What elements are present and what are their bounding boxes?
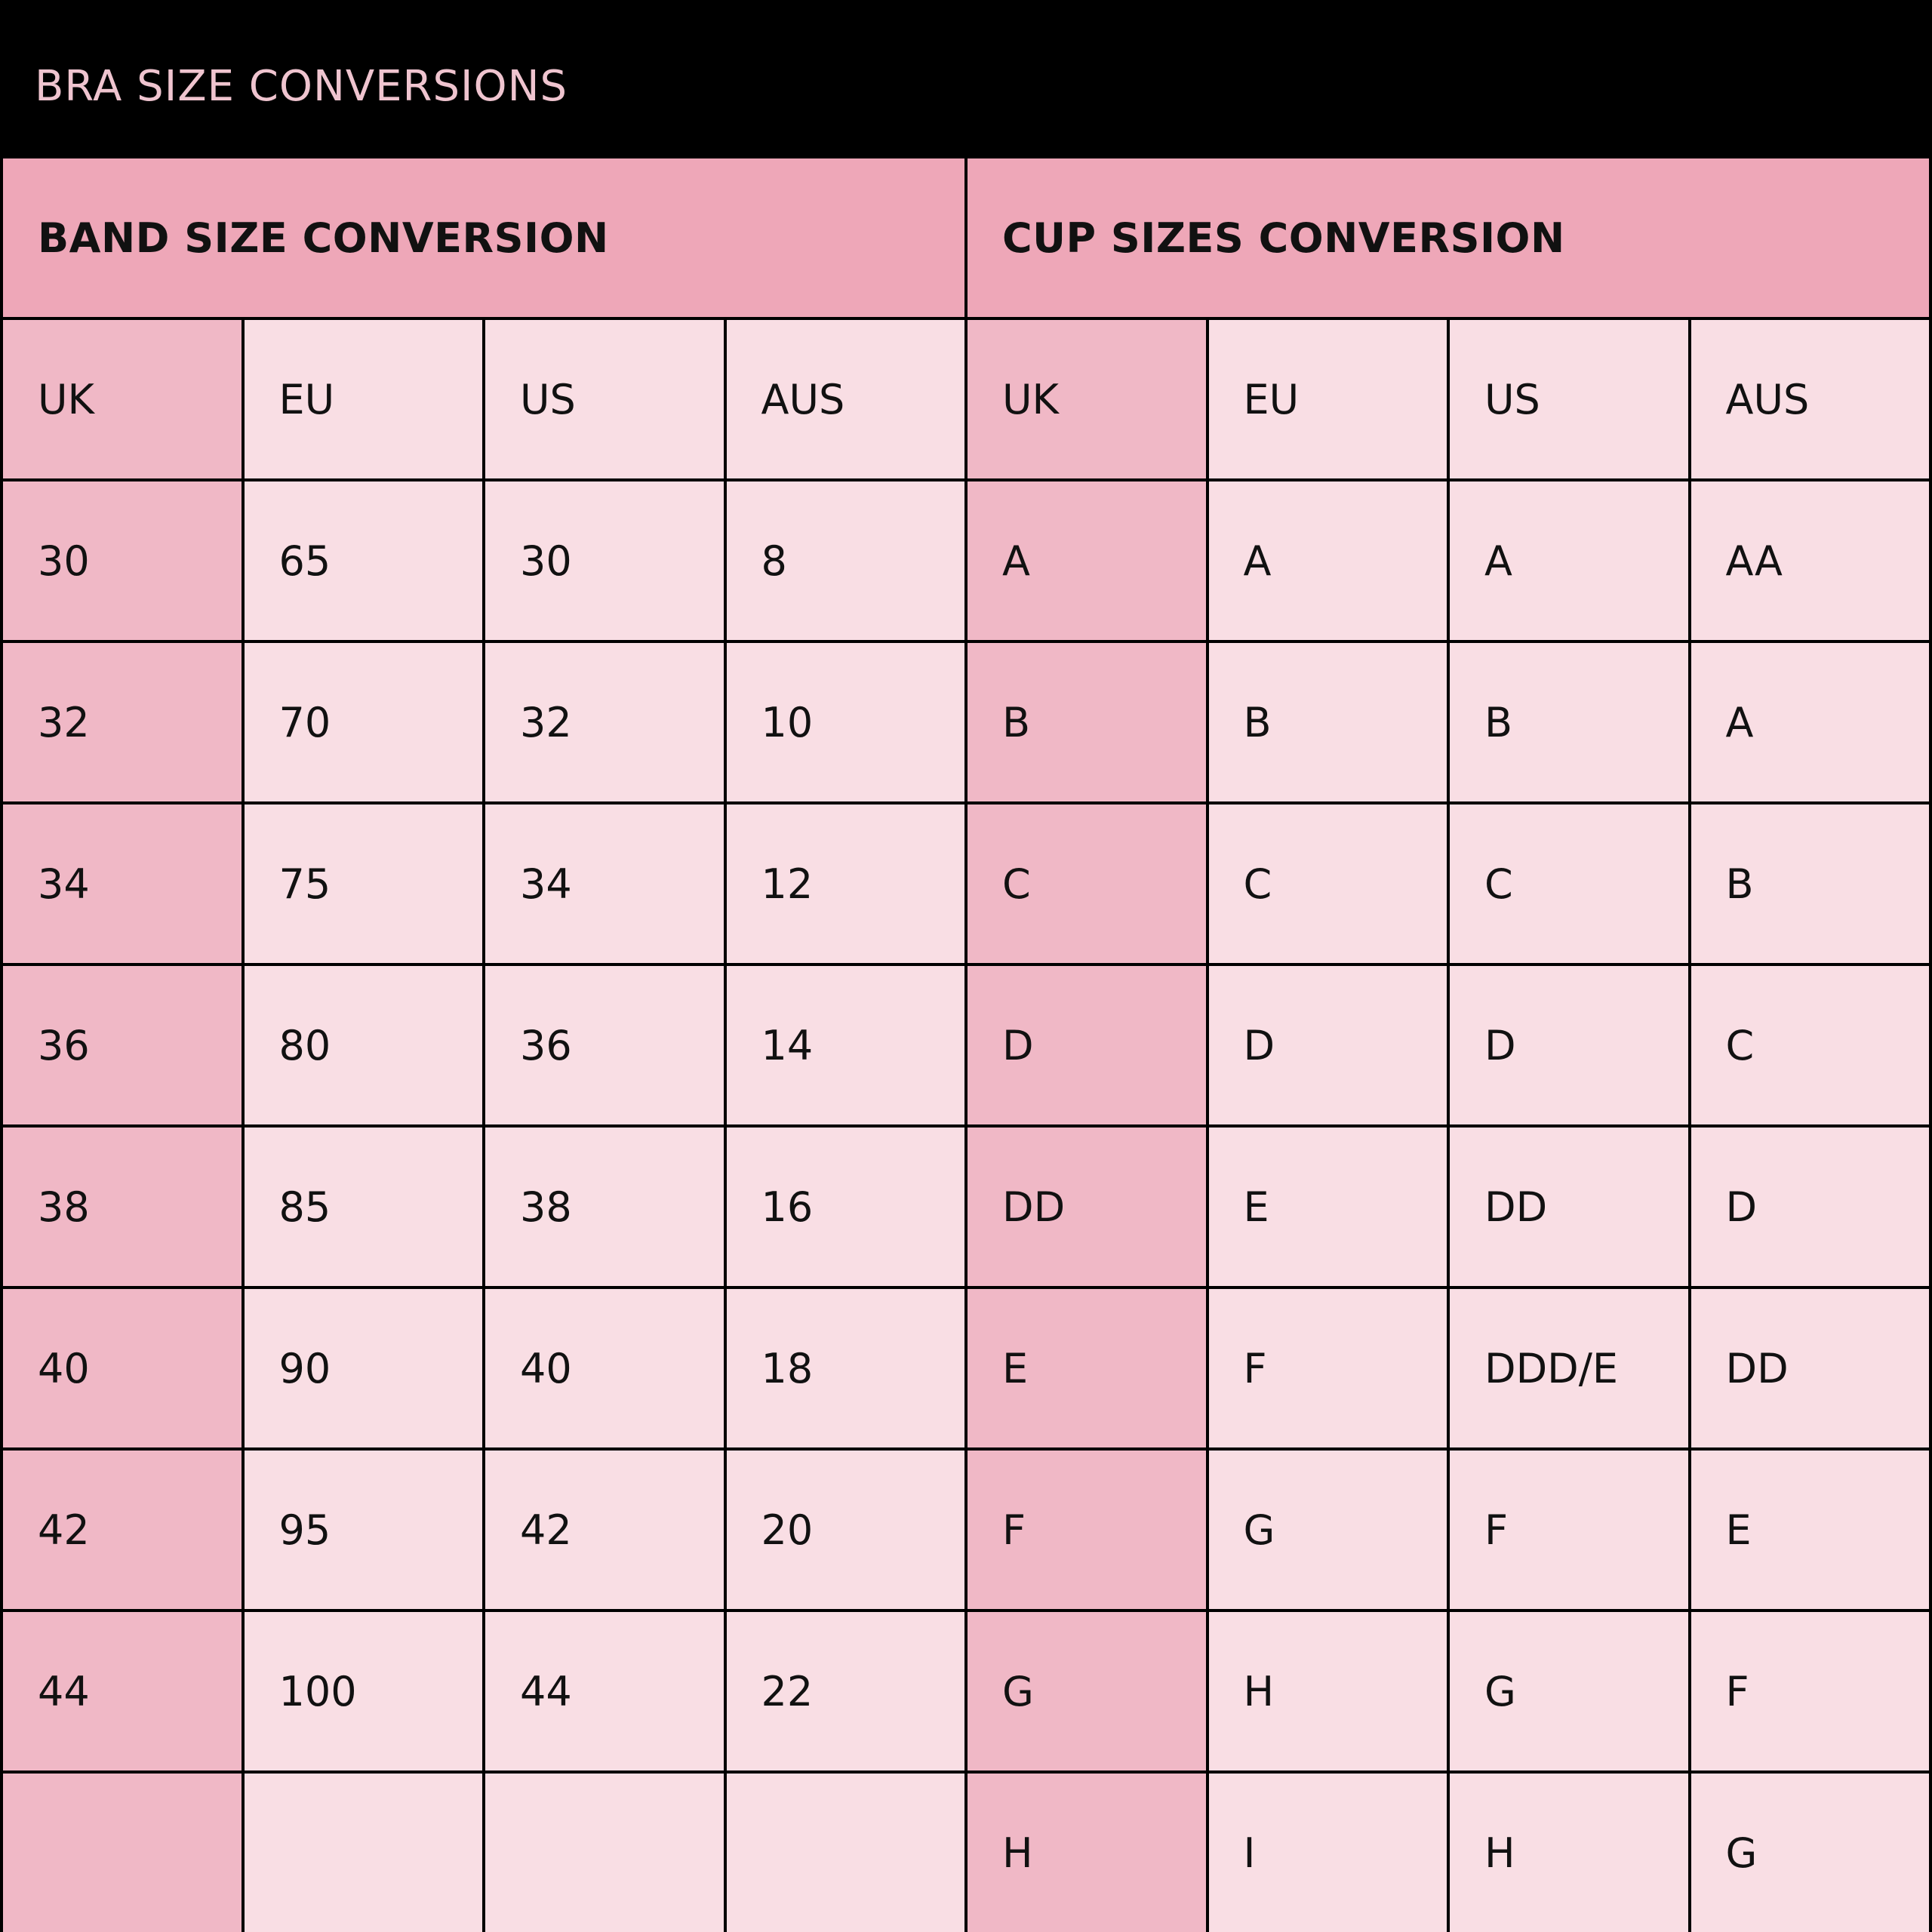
table-cell-r2-c0	[3, 804, 242, 963]
table-cell-r6-c0-text: 42	[38, 1506, 90, 1554]
table-cell-r1-c7	[1691, 643, 1930, 801]
table-cell-r0-c7	[1691, 481, 1930, 640]
table-cell-r0-c1	[245, 481, 483, 640]
table-cell-r0-c1-text: 65	[278, 537, 331, 585]
column-header-5	[1209, 320, 1447, 478]
table-cell-r4-c2	[485, 1128, 724, 1286]
table-cell-r6-c1	[245, 1451, 483, 1609]
table-cell-r3-c1-text: 80	[278, 1021, 331, 1069]
table-cell-r4-c7-text: D	[1725, 1183, 1758, 1231]
table-cell-r3-c5	[1209, 966, 1447, 1124]
table-cell-r0-c6-text: A	[1484, 537, 1512, 585]
table-cell-r0-c0	[3, 481, 242, 640]
table-cell-r5-c1-text: 90	[278, 1344, 331, 1392]
table-cell-r7-c3	[727, 1612, 965, 1770]
table-cell-r5-c5-text: F	[1243, 1344, 1267, 1392]
table-cell-r0-c2	[485, 481, 724, 640]
table-cell-r5-c3	[727, 1289, 965, 1447]
column-header-1-text: EU	[278, 375, 335, 423]
table-cell-r6-c4	[968, 1451, 1206, 1609]
column-header-0-text: UK	[38, 375, 94, 423]
table-cell-r2-c6	[1450, 804, 1688, 963]
table-cell-r1-c1	[245, 643, 483, 801]
table-cell-r4-c5	[1209, 1128, 1447, 1286]
table-cell-r1-c0-text: 32	[38, 698, 90, 746]
column-header-2-text: US	[520, 375, 576, 423]
table-cell-r8-c3	[727, 1774, 965, 1932]
column-header-3	[727, 320, 965, 478]
table-cell-r3-c4	[968, 966, 1206, 1124]
table-cell-r3-c2	[485, 966, 724, 1124]
table-cell-r0-c3-text: 8	[761, 537, 787, 585]
table-cell-r1-c5	[1209, 643, 1447, 801]
table-cell-r7-c5	[1209, 1612, 1447, 1770]
table-cell-r3-c4-text: D	[1002, 1021, 1034, 1069]
table-cell-r1-c4	[968, 643, 1206, 801]
table-cell-r6-c5-text: G	[1243, 1506, 1275, 1554]
conversion-table	[0, 155, 1932, 1932]
table-cell-r8-c6	[1450, 1774, 1688, 1932]
table-cell-r2-c7	[1691, 804, 1930, 963]
table-cell-r2-c1-text: 75	[278, 860, 331, 908]
table-cell-r3-c7	[1691, 966, 1930, 1124]
table-cell-r1-c1-text: 70	[278, 698, 331, 746]
table-cell-r2-c3	[727, 804, 965, 963]
table-cell-r0-c6	[1450, 481, 1688, 640]
group-header-0	[3, 158, 964, 317]
table-cell-r7-c0-text: 44	[38, 1667, 90, 1715]
column-header-4	[968, 320, 1206, 478]
table-cell-r1-c2-text: 32	[520, 698, 572, 746]
table-cell-r4-c5-text: E	[1243, 1183, 1269, 1231]
table-cell-r7-c0	[3, 1612, 242, 1770]
table-cell-r2-c4	[968, 804, 1206, 963]
table-cell-r5-c7-text: DD	[1725, 1344, 1789, 1392]
group-header-0-text: BAND SIZE CONVERSION	[38, 214, 609, 262]
table-cell-r2-c5	[1209, 804, 1447, 963]
table-cell-r6-c1-text: 95	[278, 1506, 331, 1554]
table-cell-r2-c1	[245, 804, 483, 963]
table-cell-r0-c4	[968, 481, 1206, 640]
table-cell-r8-c7	[1691, 1774, 1930, 1932]
table-cell-r3-c3	[727, 966, 965, 1124]
table-cell-r4-c2-text: 38	[520, 1183, 572, 1231]
column-header-4-text: UK	[1002, 375, 1059, 423]
table-cell-r2-c4-text: C	[1002, 860, 1031, 908]
table-cell-r4-c0	[3, 1128, 242, 1286]
table-cell-r6-c7-text: E	[1725, 1506, 1752, 1554]
table-cell-r6-c3	[727, 1451, 965, 1609]
table-cell-r0-c4-text: A	[1002, 537, 1030, 585]
table-cell-r7-c2	[485, 1612, 724, 1770]
table-cell-r6-c6	[1450, 1451, 1688, 1609]
table-cell-r6-c7	[1691, 1451, 1930, 1609]
table-cell-r8-c5-text: I	[1243, 1829, 1256, 1877]
table-cell-r8-c6-text: H	[1484, 1829, 1515, 1877]
table-cell-r0-c2-text: 30	[520, 537, 572, 585]
table-cell-r3-c3-text: 14	[761, 1021, 814, 1069]
table-cell-r4-c1	[245, 1128, 483, 1286]
table-cell-r3-c1	[245, 966, 483, 1124]
table-cell-r7-c1-text: 100	[278, 1667, 357, 1715]
table-cell-r5-c6	[1450, 1289, 1688, 1447]
table-cell-r8-c2	[485, 1774, 724, 1932]
column-header-7	[1691, 320, 1930, 478]
table-cell-r3-c6	[1450, 966, 1688, 1124]
title-bar	[0, 0, 1932, 155]
table-cell-r0-c7-text: AA	[1725, 537, 1783, 585]
table-cell-r7-c6-text: G	[1484, 1667, 1516, 1715]
table-cell-r7-c5-text: H	[1243, 1667, 1275, 1715]
table-cell-r6-c0	[3, 1451, 242, 1609]
table-cell-r2-c7-text: B	[1725, 860, 1754, 908]
table-cell-r1-c3	[727, 643, 965, 801]
group-header-1	[968, 158, 1929, 317]
column-header-1	[245, 320, 483, 478]
table-cell-r4-c3	[727, 1128, 965, 1286]
table-cell-r3-c2-text: 36	[520, 1021, 572, 1069]
table-cell-r2-c3-text: 12	[761, 860, 814, 908]
table-cell-r5-c4	[968, 1289, 1206, 1447]
table-cell-r4-c1-text: 85	[278, 1183, 331, 1231]
table-cell-r8-c1	[245, 1774, 483, 1932]
table-cell-r2-c6-text: C	[1484, 860, 1513, 908]
table-cell-r2-c2	[485, 804, 724, 963]
table-cell-r7-c6	[1450, 1612, 1688, 1770]
table-cell-r0-c5	[1209, 481, 1447, 640]
table-cell-r2-c2-text: 34	[520, 860, 572, 908]
table-cell-r6-c3-text: 20	[761, 1506, 814, 1554]
table-cell-r5-c3-text: 18	[761, 1344, 814, 1392]
table-cell-r3-c7-text: C	[1725, 1021, 1755, 1069]
table-cell-r5-c4-text: E	[1002, 1344, 1029, 1392]
table-cell-r7-c7	[1691, 1612, 1930, 1770]
table-cell-r6-c5	[1209, 1451, 1447, 1609]
table-cell-r5-c7	[1691, 1289, 1930, 1447]
table-cell-r2-c5-text: C	[1243, 860, 1272, 908]
table-cell-r5-c6-text: DDD/E	[1484, 1344, 1619, 1392]
table-cell-r5-c0	[3, 1289, 242, 1447]
table-cell-r8-c7-text: G	[1725, 1829, 1758, 1877]
table-cell-r5-c2-text: 40	[520, 1344, 572, 1392]
table-cell-r0-c3	[727, 481, 965, 640]
table-cell-r1-c2	[485, 643, 724, 801]
table-cell-r4-c4-text: DD	[1002, 1183, 1066, 1231]
table-cell-r3-c0	[3, 966, 242, 1124]
table-cell-r8-c0	[3, 1774, 242, 1932]
table-cell-r8-c5	[1209, 1774, 1447, 1932]
table-cell-r6-c6-text: F	[1484, 1506, 1509, 1554]
table-cell-r8-c4-text: H	[1002, 1829, 1033, 1877]
table-cell-r1-c0	[3, 643, 242, 801]
table-cell-r5-c5	[1209, 1289, 1447, 1447]
table-cell-r8-c4	[968, 1774, 1206, 1932]
column-header-3-text: AUS	[761, 375, 845, 423]
table-cell-r0-c0-text: 30	[38, 537, 90, 585]
column-header-2	[485, 320, 724, 478]
table-cell-r6-c2-text: 42	[520, 1506, 572, 1554]
table-cell-r3-c6-text: D	[1484, 1021, 1516, 1069]
table-cell-r7-c4-text: G	[1002, 1667, 1034, 1715]
table-cell-r7-c7-text: F	[1725, 1667, 1749, 1715]
column-header-6-text: US	[1484, 375, 1540, 423]
table-cell-r1-c5-text: B	[1243, 698, 1272, 746]
table-cell-r4-c6	[1450, 1128, 1688, 1286]
column-header-5-text: EU	[1243, 375, 1300, 423]
table-cell-r4-c4	[968, 1128, 1206, 1286]
table-cell-r6-c2	[485, 1451, 724, 1609]
table-cell-r2-c0-text: 34	[38, 860, 90, 908]
table-cell-r4-c7	[1691, 1128, 1930, 1286]
table-cell-r3-c5-text: D	[1243, 1021, 1275, 1069]
table-cell-r4-c0-text: 38	[38, 1183, 90, 1231]
table-cell-r3-c0-text: 36	[38, 1021, 90, 1069]
table-cell-r5-c2	[485, 1289, 724, 1447]
column-header-0	[3, 320, 242, 478]
table-cell-r4-c6-text: DD	[1484, 1183, 1548, 1231]
table-cell-r1-c6-text: B	[1484, 698, 1513, 746]
table-cell-r1-c7-text: A	[1725, 698, 1754, 746]
table-cell-r1-c3-text: 10	[761, 698, 814, 746]
table-cell-r0-c5-text: A	[1243, 537, 1272, 585]
column-header-7-text: AUS	[1725, 375, 1810, 423]
table-cell-r7-c1	[245, 1612, 483, 1770]
table-cell-r4-c3-text: 16	[761, 1183, 814, 1231]
table-cell-r6-c4-text: F	[1002, 1506, 1026, 1554]
table-cell-r1-c4-text: B	[1002, 698, 1031, 746]
table-cell-r7-c2-text: 44	[520, 1667, 572, 1715]
table-cell-r5-c0-text: 40	[38, 1344, 90, 1392]
column-header-6	[1450, 320, 1688, 478]
table-cell-r7-c3-text: 22	[761, 1667, 814, 1715]
table-cell-r5-c1	[245, 1289, 483, 1447]
group-header-1-text: CUP SIZES CONVERSION	[1002, 214, 1565, 262]
table-cell-r1-c6	[1450, 643, 1688, 801]
table-cell-r7-c4	[968, 1612, 1206, 1770]
page-title: BRA SIZE CONVERSIONS	[35, 62, 568, 111]
